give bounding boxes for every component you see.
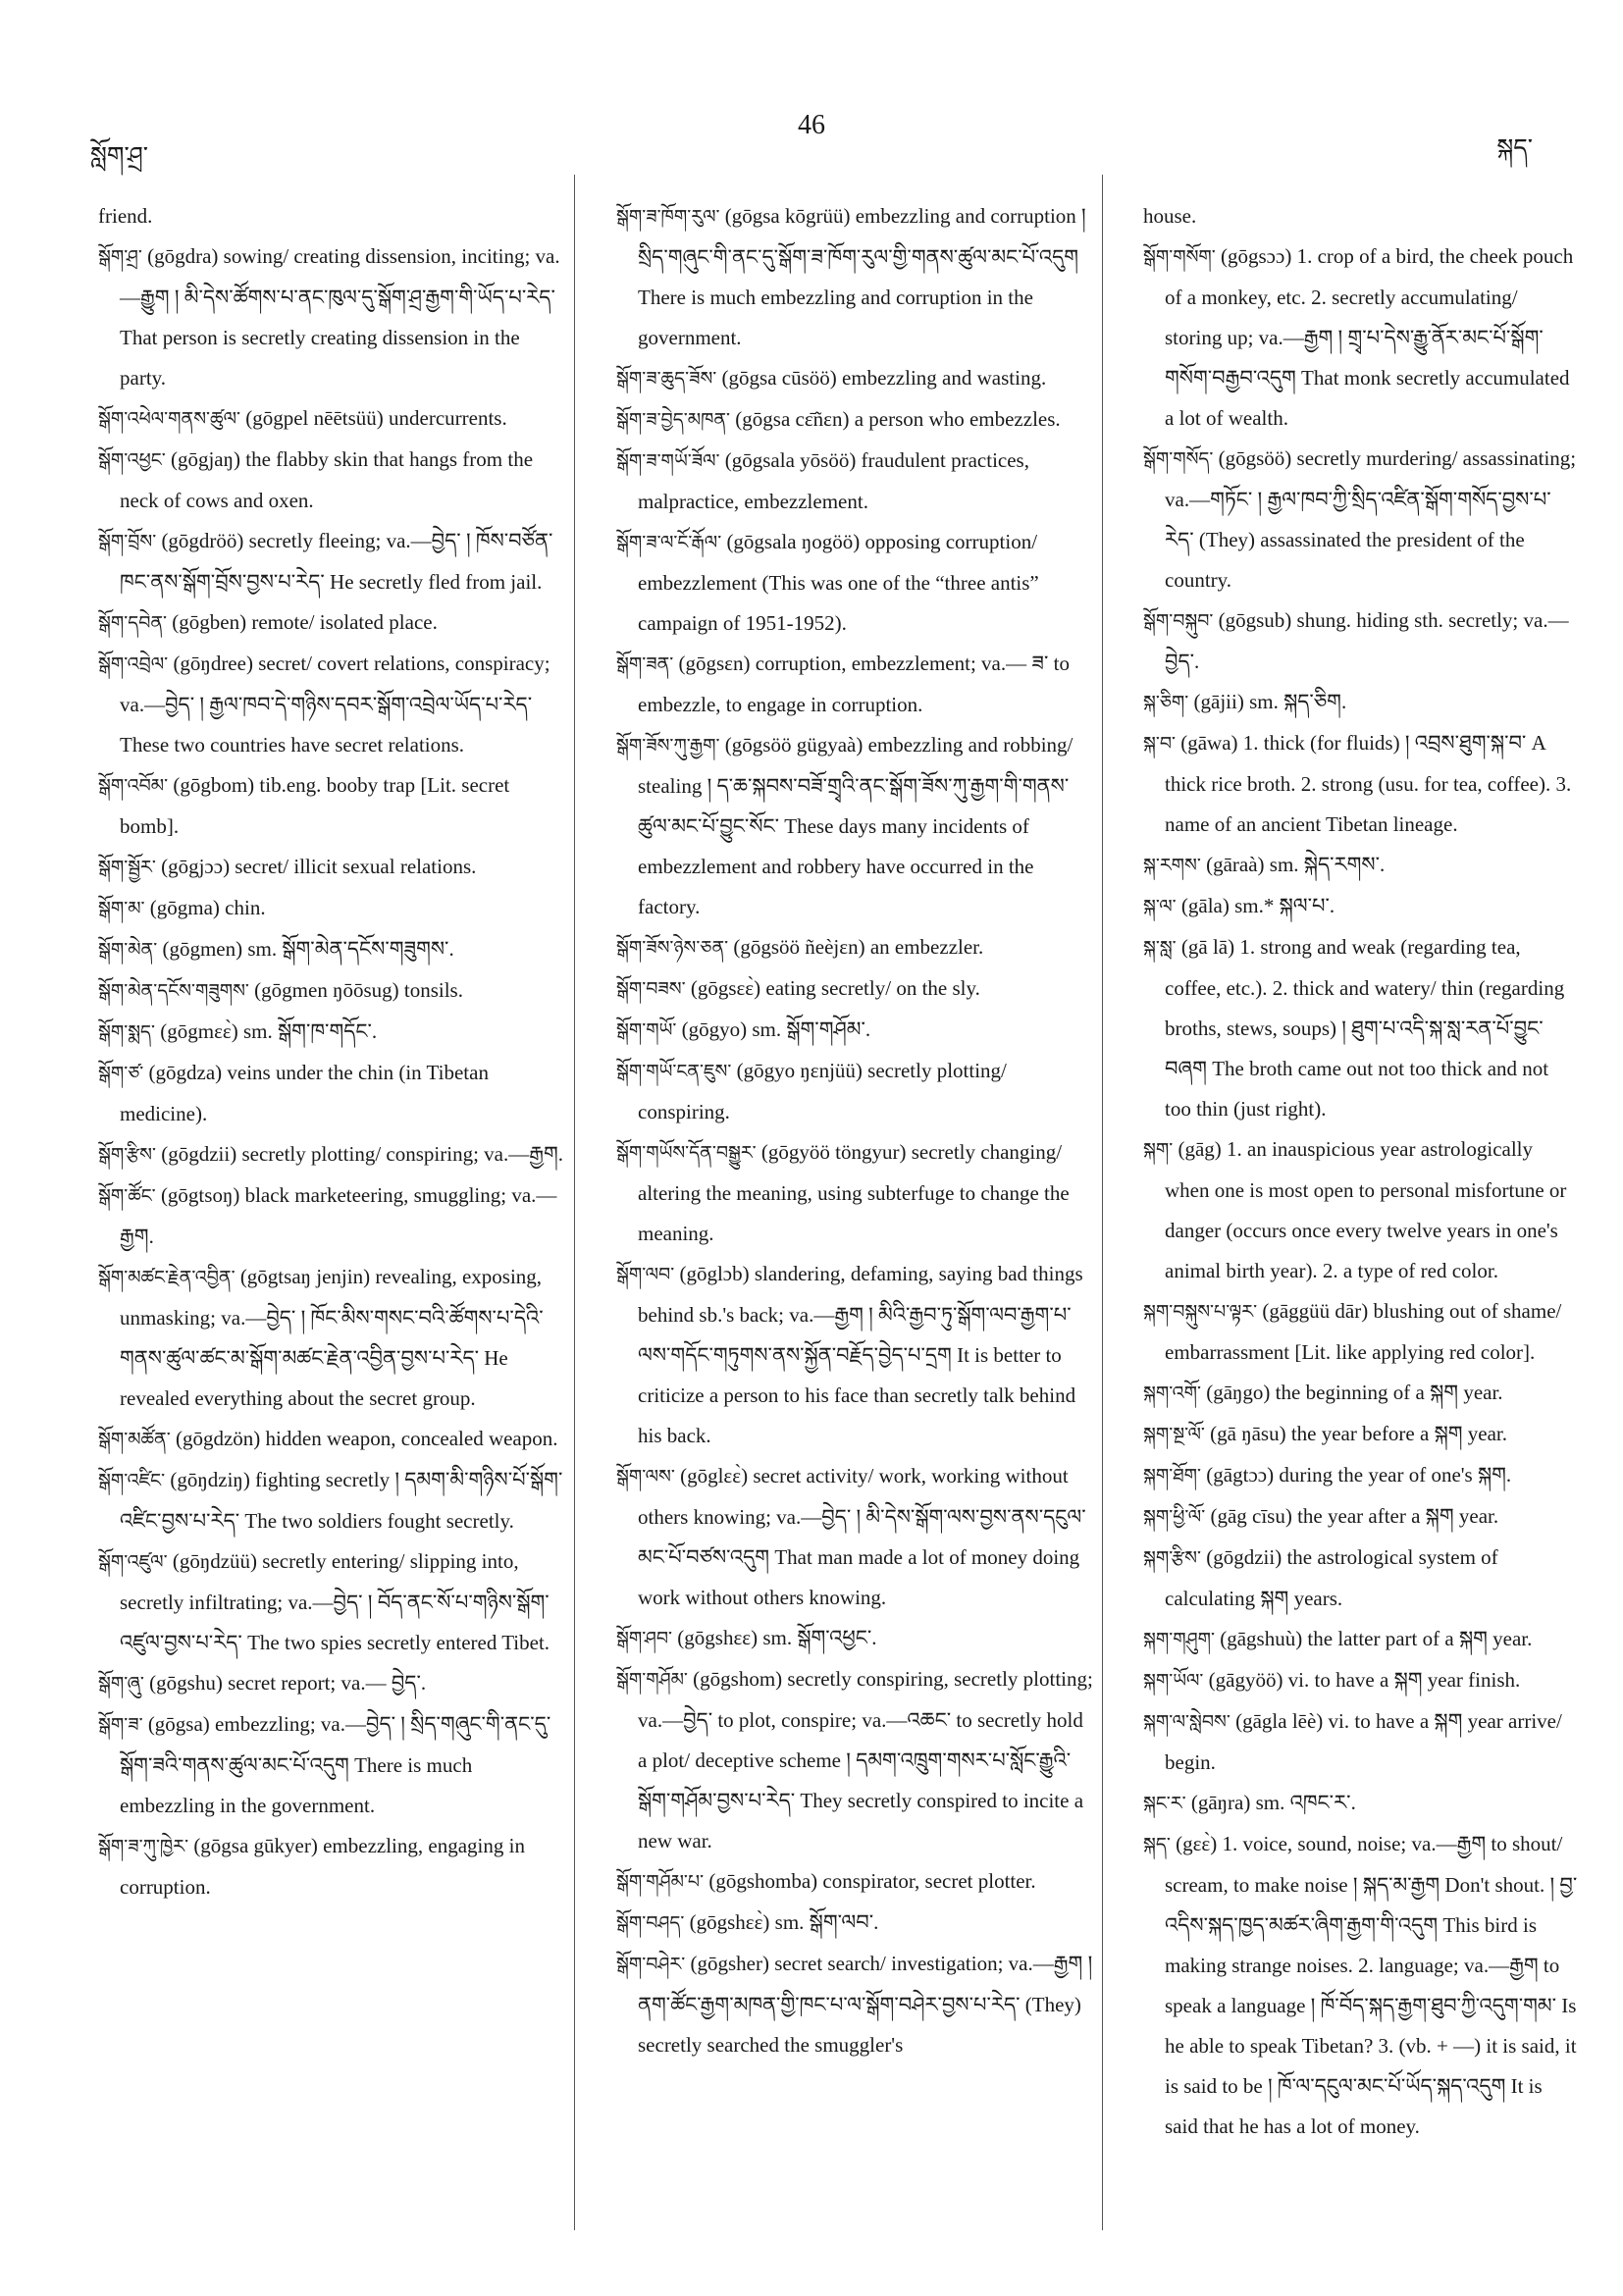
headword: སྒོག་ཞུ་ bbox=[98, 1673, 144, 1695]
headword: སྒོག་འཕེལ་གནས་ཚུལ་ bbox=[98, 408, 240, 430]
dictionary-entry bbox=[1143, 1373, 1580, 1414]
dictionary-entry bbox=[616, 1903, 1093, 1944]
dictionary-entry bbox=[98, 196, 567, 236]
definition: (gōgsala yōsöö) fraudulent practices, malpractice, embezzlement. bbox=[638, 448, 1029, 513]
definition: (gōgyo ŋɛnjüü) secretly plotting/ conspiring. bbox=[638, 1059, 1007, 1123]
dictionary-entry bbox=[616, 1010, 1093, 1051]
dictionary-entry bbox=[616, 196, 1093, 358]
dictionary-entry bbox=[1143, 1783, 1580, 1824]
dictionary-entry bbox=[616, 1456, 1093, 1618]
definition: (gōgshɛɛ) sm. སྒོག་འཕྱང་. bbox=[677, 1626, 877, 1649]
definition: (gōgsa kōgrüü) embezzling and corruption ། སྲིད་གཞུང་གི་ནང་དུ་སྒོག་ཟ་ཁོག་རུལ་གྱི་གནས་ཚུལ་མང་པོ་འདུག There is much embezzling and corruption in the government. bbox=[638, 204, 1086, 349]
headword: སྒོག་གཤོམ་པ་ bbox=[616, 1871, 705, 1893]
headword: སྒོག་ཙ་ bbox=[98, 1063, 144, 1084]
headword: སྐ་བ་ bbox=[1143, 733, 1176, 755]
headword: སྒོག་གཡོ་ངན་ཇུས་ bbox=[616, 1061, 732, 1082]
headword: སྒོག་མེན་དངོས་གཟུགས་ bbox=[98, 980, 249, 1002]
headword: སྐག་ལ་སླེབས་ bbox=[1143, 1711, 1230, 1733]
dictionary-entry bbox=[616, 1861, 1093, 1903]
dictionary-entry bbox=[1143, 1619, 1580, 1660]
definition: (gōgpel nēētsüü) undercurrents. bbox=[245, 406, 507, 430]
headword: སྐག་གཤུག་ bbox=[1143, 1629, 1215, 1650]
dictionary-entry bbox=[98, 236, 567, 398]
definition: (gāla) sm.* སྐལ་པ་. bbox=[1180, 894, 1335, 917]
definition: (gōgshom) secretly conspiring, secretly plotting; va.—བྱེད་ to plot, conspire; va.—འཆང་ to secretly hold a plot/ deceptive scheme ། དམག་འཁྲུག་གསར་པ་སློང་རྒྱུའི་སྒོག་གཤོམ་བྱས་པ་རེད་ They secretly conspired to incite a new war. bbox=[638, 1667, 1093, 1852]
definition: (gōgmen ŋōōsug) tonsils. bbox=[254, 978, 463, 1002]
definition: (gōgsa cɛ̄ñɛn) a person who embezzles. bbox=[735, 407, 1061, 431]
headword: སྐག་ཕྱི་ལོ་ bbox=[1143, 1506, 1206, 1528]
headword: སྒོག་བཤད་ bbox=[616, 1912, 685, 1934]
dictionary-entry bbox=[98, 1460, 567, 1541]
definition: (gōgjaŋ) the flabby skin that hangs from the neck of cows and oxen. bbox=[120, 447, 534, 512]
headword: སྒོག་རྩིས་ bbox=[98, 1144, 156, 1166]
dictionary-entry bbox=[616, 725, 1093, 927]
dictionary-entry bbox=[1143, 1291, 1580, 1373]
headword: སྐ་ཅིག་ bbox=[1143, 692, 1189, 713]
dictionary-entry bbox=[1143, 886, 1580, 927]
dictionary-entry bbox=[98, 1826, 567, 1907]
headword: སྐག་ bbox=[1143, 1139, 1174, 1161]
running-head-right: སྐད་ bbox=[1496, 133, 1533, 162]
definition: (gōŋdziŋ) fighting secretly ། དམག་མི་གཉིས་པོ་སྒོག་འཛིང་བྱས་པ་རེད་ The two soldiers fought secretly. bbox=[120, 1468, 563, 1533]
definition: (gāgla lēè) vi. to have a སྐག year arrive/ begin. bbox=[1165, 1709, 1562, 1774]
dictionary-entry bbox=[98, 929, 567, 970]
definition: (gāgtɔɔ) during the year of one's སྐག. bbox=[1206, 1463, 1512, 1487]
definition: (gōgdza) veins under the chin (in Tibetan medicine). bbox=[120, 1061, 489, 1125]
definition: (gōgma) chin. bbox=[149, 896, 266, 919]
headword: སྐག་ཡོལ་ bbox=[1143, 1670, 1204, 1692]
dictionary-entry bbox=[98, 1419, 567, 1460]
definition: (gājii) sm. སྐད་ཅིག. bbox=[1193, 690, 1347, 713]
dictionary-entry bbox=[1143, 600, 1580, 682]
definition: (gōglɛɛ̀) secret activity/ work, working without others knowing; va.—བྱེད་ ། མི་དེས་སྒོག་ལས་བྱས་ནས་དངུལ་མང་པོ་བཙས་འདུག That man made a lot of money doing work without others knowing. bbox=[638, 1464, 1086, 1609]
definition: (gāwa) 1. thick (for fluids) ། འབྲས་ཐུག་སྐ་བ་ A thick rice broth. 2. strong (usu. for tea, coffee). 3. name of an ancient Tibetan lineage. bbox=[1165, 731, 1572, 836]
headword: སྒོག་ཟོས་ཀུ་རྒྱག་ bbox=[616, 735, 720, 757]
dictionary-entry bbox=[98, 1012, 567, 1053]
page-number: 46 bbox=[798, 110, 825, 140]
definition: (gōŋdzüü) secretly entering/ slipping into, secretly infiltrating; va.—བྱེད་ ། བོད་ནང་སོ་པ་གཉིས་སྒོག་འཛུལ་བྱས་པ་རེད་ The two spies secretly entered Tibet. bbox=[120, 1549, 550, 1654]
column-divider bbox=[1102, 175, 1103, 2230]
definition: (gōgyo) sm. སྒོག་གཤོམ་. bbox=[681, 1018, 871, 1041]
headword: སྒོག་ལབ་ bbox=[616, 1264, 675, 1285]
dictionary-entry bbox=[616, 441, 1093, 522]
headword: སྐ་རགས་ bbox=[1143, 855, 1201, 876]
headword: སྐག་བསྐུས་པ་ལྟར་ bbox=[1143, 1301, 1258, 1323]
headword: སྒོག་ཟན་ bbox=[616, 653, 674, 675]
dictionary-entry bbox=[616, 522, 1093, 644]
headword: སྒོག་བྲོས་ bbox=[98, 531, 157, 552]
definition: (gōgsɔɔ) 1. crop of a bird, the cheek pouch of a monkey, etc. 2. secretly accumulating/ storing up; va.—རྒྱག ། གྲྭ་པ་དེས་རྒྱུ་ནོར་མང་པོ་སྒོག་གསོག་བརྒྱབ་འདུག That monk secretly accumulated a lot of wealth. bbox=[1165, 244, 1574, 430]
definition: (gā lā) 1. strong and weak (regarding tea, coffee, etc.). 2. thick and watery/ thin (regarding broths, stews, soups) ། ཐུག་པ་འདི་སྐ་སླ་རན་པོ་བྱུང་བཞག The broth came out not too thick and not too thin (just right). bbox=[1165, 935, 1565, 1121]
definition: (gāŋra) sm. འཁང་ར་. bbox=[1190, 1791, 1356, 1814]
dictionary-entry bbox=[98, 1053, 567, 1134]
headword: སྒོག་ཟ་ bbox=[98, 1714, 143, 1736]
headword: སྐ་སླ་ bbox=[1143, 937, 1177, 959]
headword: སྒོག་མཚོན་ bbox=[98, 1429, 171, 1450]
definition: (gōgshɛɛ̀) sm. སྒོག་ལབ་. bbox=[689, 1910, 879, 1934]
dictionary-entry bbox=[98, 1134, 567, 1175]
dictionary-entry bbox=[1143, 1660, 1580, 1701]
definition: (gāg) 1. an inauspicious year astrologically when one is most open to personal misfortune or danger (occurs once every twelve years in one's animal birth year). 2. a type of red color. bbox=[1165, 1137, 1567, 1282]
headword: སྐག་ཐོག་ bbox=[1143, 1465, 1202, 1487]
headword: སྒོག་ཚོང་ bbox=[98, 1185, 156, 1207]
definition: (gā ŋāsu) the year before a སྐག year. bbox=[1210, 1422, 1508, 1445]
definition: (gōgsöö) secretly murdering/ assassinating; va.—གཏོང་ ། རྒྱལ་ཁབ་ཀྱི་སྲིད་འཛིན་སྒོག་གསོད་བྱས་པ་རེད་ (They) assassinated the president of the country. bbox=[1165, 446, 1577, 592]
dictionary-entry bbox=[1143, 1701, 1580, 1783]
definition: (gōgtsoŋ) black marketeering, smuggling; va.—རྒྱག. bbox=[120, 1183, 557, 1248]
dictionary-entry bbox=[98, 765, 567, 847]
dictionary-entry bbox=[98, 1663, 567, 1704]
dictionary-entry bbox=[616, 1132, 1093, 1254]
definition: (gōgyöö töngyur) secretly changing/ altering the meaning, using subterfuge to change the meaning. bbox=[638, 1140, 1070, 1245]
headword: སྒོག་ཟ་བྱེད་མཁན་ bbox=[616, 409, 731, 431]
dictionary-entry bbox=[1143, 682, 1580, 723]
headword: སྒོག་དབེན་ bbox=[98, 612, 168, 634]
headword: སྒོག་ཤབ་ bbox=[616, 1628, 673, 1649]
headword: སྒོག་སྨད་ bbox=[98, 1021, 156, 1043]
definition: (gōgjɔɔ) secret/ illicit sexual relations. bbox=[161, 855, 477, 878]
dictionary-entry bbox=[98, 440, 567, 521]
dictionary-entry bbox=[98, 1175, 567, 1257]
headword: སྐག་འགོ་ bbox=[1143, 1383, 1201, 1404]
definition: (gāg cīsu) the year after a སྐག year. bbox=[1210, 1504, 1499, 1528]
dictionary-entry bbox=[616, 358, 1093, 399]
dictionary-entry bbox=[616, 644, 1093, 725]
headword: སྒོག་ཤྲ་ bbox=[98, 246, 142, 268]
definition: (gāgyöö) vi. to have a སྐག year finish. bbox=[1208, 1668, 1521, 1692]
dictionary-entry bbox=[1143, 1538, 1580, 1619]
column-1 bbox=[98, 196, 567, 1907]
dictionary-entry bbox=[98, 970, 567, 1012]
headword: སྒོག་བཤེར་ bbox=[616, 1954, 686, 1975]
headword: སྒོག་མེན་ bbox=[98, 939, 158, 961]
definition: (gōgshu) secret report; va.— བྱེད་. bbox=[149, 1671, 427, 1695]
definition: (gāraà) sm. སྐེད་རགས་. bbox=[1206, 853, 1386, 876]
dictionary-entry bbox=[1143, 927, 1580, 1129]
definition: (gōgsub) shung. hiding sth. secretly; va.—བྱེད་. bbox=[1165, 608, 1569, 673]
dictionary-entry bbox=[1143, 1455, 1580, 1496]
definition: (gōgsa cūsöö) embezzling and wasting. bbox=[721, 366, 1047, 390]
dictionary-entry bbox=[616, 399, 1093, 441]
headword: སྒོག་མཚང་རྗེན་འབྱིན་ bbox=[98, 1267, 236, 1288]
dictionary-entry bbox=[98, 1541, 567, 1663]
dictionary-entry bbox=[616, 1051, 1093, 1132]
headword: སྒོག་འཛིང་ bbox=[98, 1470, 166, 1491]
dictionary-entry bbox=[616, 1254, 1093, 1456]
dictionary-entry bbox=[98, 1257, 567, 1419]
dictionary-entry bbox=[1143, 1496, 1580, 1538]
dictionary-entry bbox=[616, 927, 1093, 968]
dictionary-entry bbox=[98, 644, 567, 765]
dictionary-entry bbox=[616, 1659, 1093, 1861]
dictionary-entry bbox=[1143, 723, 1580, 845]
dictionary-entry bbox=[616, 1618, 1093, 1659]
running-head-left: སློག་ཤྲ་ bbox=[90, 141, 149, 170]
dictionary-entry bbox=[1143, 236, 1580, 439]
headword: སྒོག་གཤོམ་ bbox=[616, 1669, 688, 1691]
headword: སྒོག་གསོད་ bbox=[1143, 448, 1214, 470]
definition: (gōgdzii) the astrological system of calculating སྐག years. bbox=[1165, 1545, 1498, 1610]
headword: སྒོག་ཟ་ཆུད་ཟོས་ bbox=[616, 368, 717, 390]
dictionary-entry bbox=[1143, 439, 1580, 600]
headword: སྐང་ར་ bbox=[1143, 1793, 1186, 1814]
definition: friend. bbox=[98, 204, 153, 228]
definition: (gōgsala ŋogöö) opposing corruption/ embezzlement (This was one of the “three antis” campaign of 1951-1952). bbox=[638, 530, 1039, 635]
column-3 bbox=[1143, 196, 1580, 2147]
dictionary-entry bbox=[1143, 1824, 1580, 2147]
definition: (gōgsa) embezzling; va.—བྱེད་ ། སྲིད་གཞུང་གི་ནང་དུ་སྒོག་ཟའི་གནས་ཚུལ་མང་པོ་འདུག There is much embezzling in the government. bbox=[120, 1712, 551, 1817]
definition: (gōgtsaŋ jenjin) revealing, exposing, unmasking; va.—བྱེད་ ། ཁོང་མིས་གསང་བའི་ཚོགས་པ་དེའི་གནས་ཚུལ་ཚང་མ་སྒོག་མཚང་རྗེན་འབྱིན་བྱས་པ་རེད་ He revealed everything about the secret group. bbox=[120, 1265, 544, 1410]
definition: (gōgdzii) secretly plotting/ conspiring; va.—རྒྱག. bbox=[161, 1142, 564, 1166]
dictionary-entry bbox=[1143, 1129, 1580, 1291]
column-divider bbox=[574, 175, 575, 2230]
headword: སྒོག་གཡོ་ bbox=[616, 1019, 677, 1041]
headword: སྒོག་ལས་ bbox=[616, 1466, 675, 1487]
headword: སྒོག་འབོམ་ bbox=[98, 775, 169, 797]
dictionary-entry bbox=[1143, 1414, 1580, 1455]
definition: (gāŋgo) the beginning of a སྐག year. bbox=[1206, 1381, 1503, 1404]
headword: སྒོག་སྦྱོར་ bbox=[98, 857, 156, 878]
headword: སྒོག་ཟོས་ཉེས་ཅན་ bbox=[616, 937, 729, 959]
headword: སྒོག་འཕྱང་ bbox=[98, 449, 166, 471]
dictionary-entry bbox=[98, 888, 567, 929]
definition: (gōgsöö gügyaà) embezzling and robbing/ stealing ། ད་ཆ་སྐབས་བཟོ་གྲྭའི་ནང་སྒོག་ཟོས་ཀུ་རྒྱག་གི་གནས་ཚུལ་མང་པོ་བྱུང་སོང་ These days many incidents of embezzlement and robbery have occurred in the factory. bbox=[638, 733, 1073, 918]
headword: སྒོག་ཟ་ཀུ་ཁྱེར་ bbox=[98, 1836, 189, 1857]
headword: སྒོག་འབྲེལ་ bbox=[98, 653, 169, 675]
headword: སྒོག་ཟ་ཁོག་རུལ་ bbox=[616, 206, 720, 228]
definition: (gōgdröö) secretly fleeing; va.—བྱེད་ ། ཁོས་བཙོན་ཁང་ནས་སྒོག་བྲོས་བྱས་པ་རེད་ He secretly fled from jail. bbox=[120, 529, 553, 594]
definition: (gāggüü dār) blushing out of shame/ embarrassment [Lit. like applying red color]. bbox=[1165, 1299, 1562, 1364]
headword: སྒོག་གསོག་ bbox=[1143, 246, 1216, 268]
definition: (gōgsher) secret search/ investigation; va.—རྒྱག ། ནག་ཚོང་རྒྱག་མཁན་གྱི་ཁང་པ་ལ་སྒོག་བཤེར་བྱས་པ་རེད་ (They) secretly searched the smuggler's bbox=[638, 1952, 1093, 2057]
definition: (gāgshuù) the latter part of a སྐག year. bbox=[1220, 1627, 1533, 1650]
dictionary-entry bbox=[1143, 196, 1580, 236]
definition: (gōgshomba) conspirator, secret plotter. bbox=[708, 1869, 1036, 1893]
definition: (gōgben) remote/ isolated place. bbox=[172, 610, 438, 634]
definition: (gɛɛ̀) 1. voice, sound, noise; va.—རྒྱག to shout/ scream, to make noise ། སྐད་མ་རྒྱག Don't shout. ། བྱ་འདིས་སྐད་ཁྱད་མཚར་ཞིག་རྒྱག་གི་འདུག This bird is making strange noises. 2. language; va.—རྒྱག to speak a language ། ཁོ་བོད་སྐད་རྒྱག་ཐུབ་ཀྱི་འདུག་གམ་ Is he able to speak Tibetan? 3. (vb. + —) it is said, it is said to be ། ཁོ་ལ་དངུལ་མང་པོ་ཡོད་སྐད་འདུག It is said that he has a lot of money. bbox=[1165, 1832, 1578, 2138]
dictionary-entry bbox=[98, 602, 567, 644]
definition: house. bbox=[1143, 204, 1197, 228]
headword: སྐད་ bbox=[1143, 1834, 1171, 1855]
dictionary-entry bbox=[98, 847, 567, 888]
headword: སྒོག་བསྐུབ་ bbox=[1143, 610, 1214, 632]
definition: (gōgbom) tib.eng. booby trap [Lit. secret bomb]. bbox=[120, 773, 510, 838]
dictionary-entry bbox=[616, 1944, 1093, 2065]
headword: སྒོག་མ་ bbox=[98, 898, 145, 919]
headword: སྒོག་གཡོས་དོན་བསྒྱུར་ bbox=[616, 1142, 757, 1164]
definition: (gōŋdree) secret/ covert relations, conspiracy; va.—བྱེད་ ། རྒྱལ་ཁབ་དེ་གཉིས་དབར་སྒོག་འབྲེལ་ཡོད་པ་རེད་ These two countries have secret relations. bbox=[120, 652, 550, 757]
definition: (gōgdzön) hidden weapon, concealed weapon. bbox=[175, 1427, 558, 1450]
headword: སྒོག་ཟ་གཡོ་ཟོལ་ bbox=[616, 450, 720, 472]
headword: སྒོག་འཛུལ་ bbox=[98, 1551, 168, 1573]
dictionary-entry bbox=[98, 1704, 567, 1826]
definition: (gōgsa gūkyer) embezzling, engaging in corruption. bbox=[120, 1834, 525, 1899]
dictionary-entry bbox=[1143, 845, 1580, 886]
column-2 bbox=[616, 196, 1093, 2065]
definition: (gōgsɛɛ̀) eating secretly/ on the sly. bbox=[690, 976, 980, 1000]
definition: (gōgsɛn) corruption, embezzlement; va.— ཟ་ to embezzle, to engage in corruption. bbox=[638, 652, 1070, 716]
definition: (gōglɔb) slandering, defaming, saying bad things behind sb.'s back; va.—རྒྱག ། མིའི་རྒྱབ་ཏུ་སྒོག་ལབ་རྒྱག་པ་ལས་གདོང་གཏུགས་ནས་སྐྱོན་བརྗོད་བྱེད་པ་དྲག It is better to criticize a person to his face than secretly talk behind his back. bbox=[638, 1262, 1083, 1447]
headword: སྐ་ལ་ bbox=[1143, 896, 1177, 917]
headword: སྐག་སྔ་ལོ་ bbox=[1143, 1424, 1205, 1445]
headword: སྒོག་བཟས་ bbox=[616, 978, 686, 1000]
dictionary-entry bbox=[98, 398, 567, 440]
definition: (gōgsöö ñeèjɛn) an embezzler. bbox=[733, 935, 984, 959]
dictionary-entry bbox=[98, 521, 567, 602]
definition: (gōgdra) sowing/ creating dissension, inciting; va.—རྒྱུག ། མི་དེས་ཚོགས་པ་ནང་ཁུལ་དུ་སྒོག་ཤྲ་རྒྱག་གི་ཡོད་པ་རེད་ That person is secretly creating dissension in the party. bbox=[120, 244, 560, 390]
definition: (gōgmen) sm. སྒོག་མེན་དངོས་གཟུགས་. bbox=[162, 937, 454, 961]
headword: སྒོག་ཟ་ལ་ངོ་རྒོལ་ bbox=[616, 532, 722, 553]
headword: སྐག་རྩིས་ bbox=[1143, 1547, 1201, 1569]
definition: (gōgmɛɛ̀) sm. སྒོག་ཁ་གདོང་. bbox=[160, 1019, 378, 1043]
dictionary-entry bbox=[616, 968, 1093, 1010]
